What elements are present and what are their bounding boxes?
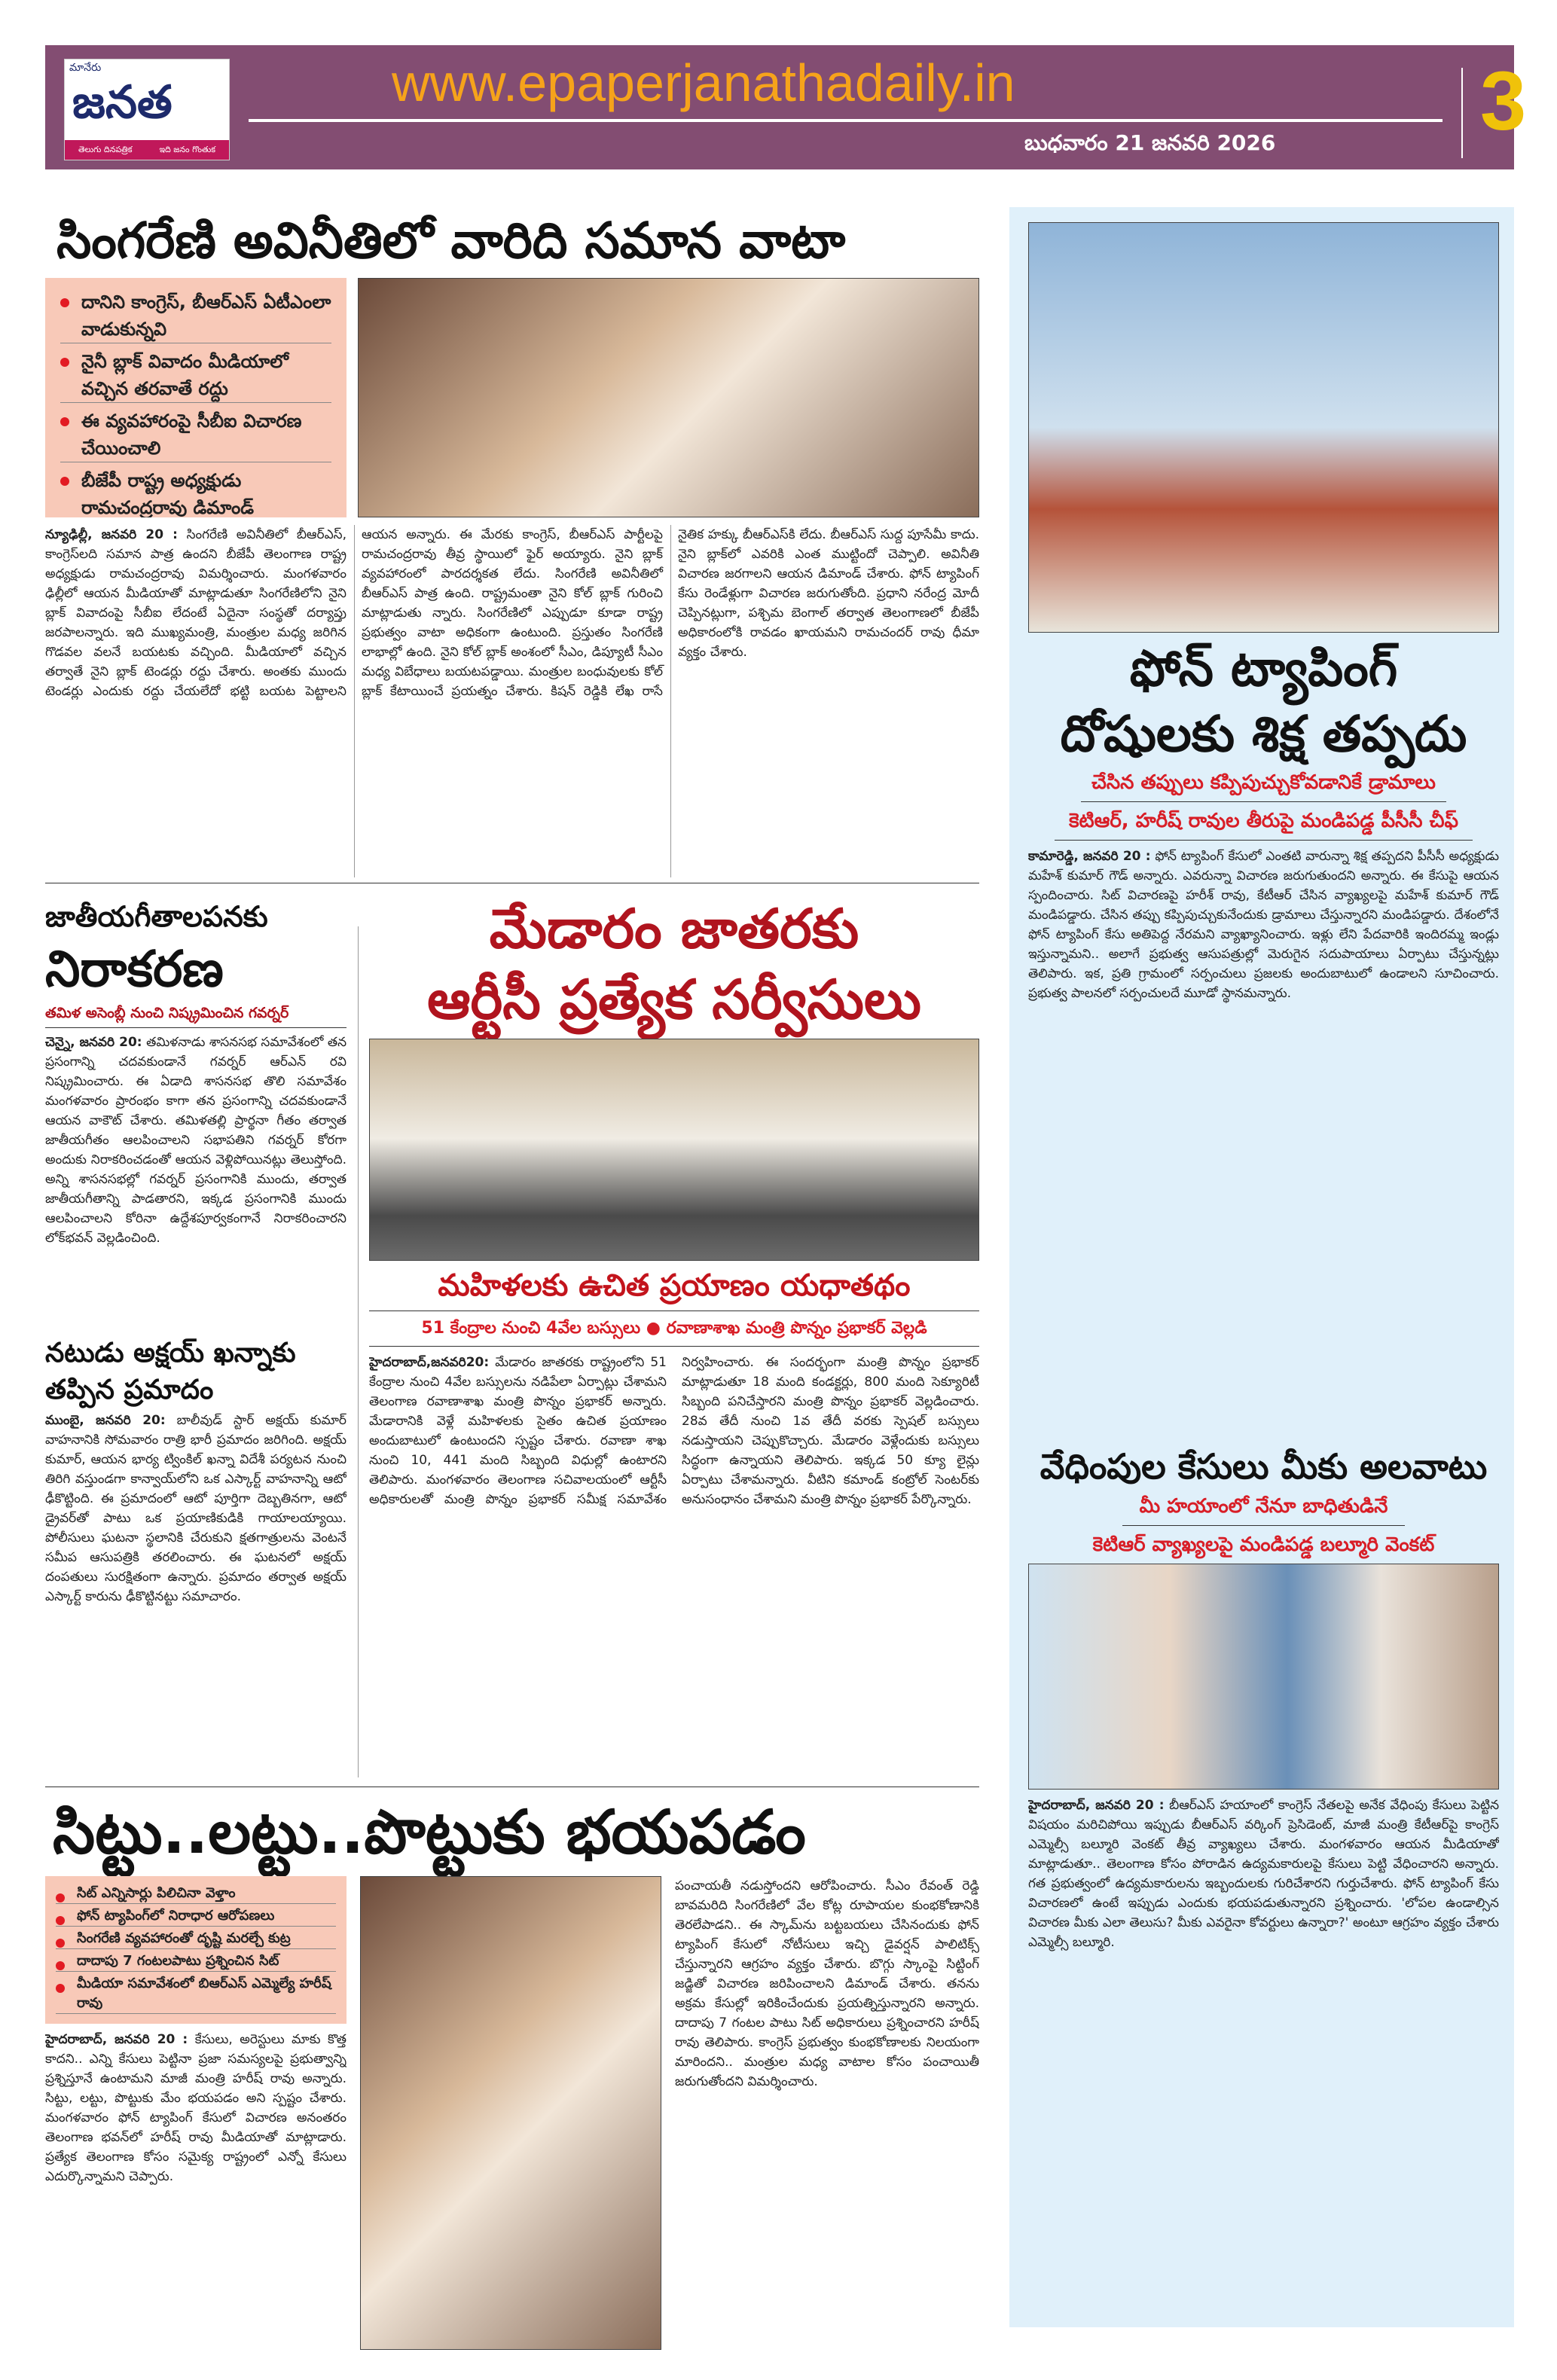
story-body (45, 1033, 347, 1329)
story-text: కేసులు, అరెస్టులు మాకు కొత్త కాదని.. ఎన్ని కేసులు పెట్టినా ప్రజా సమస్యలపై ప్రభుత్వాన్ని ప్రశ్నిస్తూనే ఉంటామని మాజీ మంత్రి హరీష్ రావు అన్నారు. సిట్టు, లట్టు, పొట్టుకు మేం భయపడం అని స్పష్టం చేశారు. మంగళవారం ఫోన్ ట్యాపింగ్ కేసులో విచారణ అనంతరం తెలంగాణ భవన్‌లో హరీష్ రావు మీడియాతో మాట్లాడారు. ప్రత్యేక తెలంగాణ కోసం సమైక్య రాష్ట్రంలో ఎన్నో కేసులు ఎదుర్కొన్నామని చెప్పారు. (45, 2032, 347, 2184)
highlight-item: బీజేపీ రాష్ట్ర అధ్యక్షుడు రామచంద్రరావు డిమాండ్ (60, 467, 331, 517)
story-body (369, 1353, 979, 1774)
press-meet-photo (358, 278, 979, 517)
story-body (45, 1411, 347, 1774)
logo-tagline-left: తెలుగు దినపత్రిక (78, 145, 133, 154)
story-phone-tapping (1028, 222, 1499, 1423)
story-text: తమిళనాడు శాసనసభ సమావేశంలో తన ప్రసంగాన్ని చదవకుండానే గవర్నర్ ఆర్‌ఎన్ రవి నిష్క్రమించారు. ఈ ఏడాది శాసనసభ తొలి సమావేశం మంగళవారం ప్రారంభం కాగా తన ప్రసంగాన్ని చదవకుండానే ఆయన వాకౌట్ చేశారు. తమిళతల్లి ప్రార్థనా గీతం తర్వాత జాతీయగీతం ఆలపించాలని సభాపతిని గవర్నర్ కోరగా అందుకు నిరాకరించడంతో ఆయన వెళ్లిపోయినట్లు తెలుస్తోంది. అన్ని శాసనసభల్లో గవర్నర్ ప్రసంగానికి ముందు, తర్వాత జాతీయగీతాన్ని పాడతారని, ఇక్కడ ప్రసంగానికి ముందు ఆలపించాలని కోరినా ఉద్దేశపూర్వకంగానే నిరాకరించారని లోక్‌భవన్ వెల్లడించింది. (45, 1034, 347, 1246)
story-medaram (369, 896, 979, 1774)
subheadline: కెటిఆర్, హరీష్ రావుల తీరుపై మండిపడ్డ పీసీసీ చీఫ్ (1068, 810, 1459, 833)
dateline: హైదరాబాద్, జనవరి 20 : (45, 2032, 188, 2047)
dateline: చెన్నై, జనవరి 20: (45, 1034, 142, 1050)
divider (1461, 68, 1463, 158)
highlight-item: దానిని కాంగ్రెస్, బీఆర్ఎస్ ఏటీఎంలా వాడుకున్నవి (60, 288, 331, 343)
logo-tagline-right: ఇది జనం గొంతుక (159, 145, 216, 154)
statue-event-photo (1028, 222, 1499, 633)
dateline: హైదరాబాద్,జనవరి20: (369, 1354, 490, 1370)
dateline: హైదరాబాద్, జనవరి 20 : (1028, 1798, 1165, 1814)
headline-akshay: నటుడు అక్షయ్ ఖన్నాకు (45, 1338, 296, 1368)
highlight-item: నైనీ బ్లాక్ వివాదం మీడియాలో వచ్చిన తరవాతే రద్దు (60, 348, 331, 403)
dateline: ముంబై, జనవరి 20: (45, 1413, 166, 1429)
story-text: సింగరేణి అవినీతిలో బీఆర్ఎస్, కాంగ్రెస్‌లది సమాన పాత్ర ఉందని బీజేపీ తెలంగాణ రాష్ట్ర అధ్యక్షుడు రామచంద్రరావు విమర్శించారు. మంగళవారం ఢిల్లీలో ఆయన మీడియాతో మాట్లాడుతూ సింగరేణిలోని నైని బ్లాక్ వివాదంపై సీబీఐ లేదంటే ఏదైనా సంస్థతో దర్యాప్తు జరపాలన్నారు. ఇది ముఖ్యమంత్రి, మంత్రుల మధ్య జరిగిన గొడవల వలనే బయటకు వచ్చింది. మీడియాలో వచ్చిన తర్వాతే నైని బ్లాక్ టెండర్లు రద్దు చేశారు. అంతకు ముందు టెండర్లు ఎందుకు రద్దు చేయలేదో భట్టి బయట పెట్టాలని ఆయన అన్నారు. ఈ మేరకు కాంగ్రెస్, బీఆర్ఎస్ పార్టీలపై రామచంద్రరావు తీవ్ర స్థాయిలో ఫైర్ అయ్యారు. నైని బ్లాక్ వ్యవహారంలో పారదర్శకత లేదు. సింగరేణి అవినీతిలో బీఆర్ఎస్ పాత్ర ఉంది. రాష్ట్రమంతా నైని కోల్ బ్లాక్ గురించి మాట్లాడుతు న్నారు. సింగరేణిలో ఎప్పుడూ కూడా రాష్ట్ర ప్రభుత్వం వాటా అధికంగా ఉంటుంది. ప్రస్తుతం సింగరేణి లాభాల్లో ఉంది. నైని కోల్ బ్లాక్ అంశంలో సీఎం, డిప్యూటీ సీఎం మధ్య విబేధాలు బయటపడ్డాయి. మంత్రుల బంధువులకు కోల్ బ్లాక్ కేటాయించే ప్రయత్నం చేశారు. కిషన్ రెడ్డికి లేఖ రాసే నైతిక హక్కు బీఆర్ఎస్‌కి లేదు. బీఆర్ఎస్ సుద్ద పూసేమీ కాదు. నైని బ్లాక్‌లో ఎవరికి ఎంత ముట్టిందో చెప్పాలి. అవినీతి విచారణ జరగాలని ఆయన డిమాండ్ చేశారు. ఫోన్ ట్యాపింగ్ కేసు రెండేళ్లుగా విచారణ జరుగుతోంది. ప్రధాని నరేంద్ర మోదీ చెప్పినట్లుగా, పశ్చిమ బెంగాల్ తర్వాత తెలంగాణలో బీజేపీ అధికారంలోకి రావడం ఖాయమని రామచందర్ రావు ధీమా వ్యక్తం చేశారు. (45, 527, 979, 700)
headline-akshay-2: తప్పిన ప్రమాదం (45, 1375, 214, 1406)
headline-rtc: ఆర్టీసీ ప్రత్యేక సర్వీసులు (427, 968, 921, 1032)
divider (1055, 840, 1473, 841)
subheadline: కెటిఆర్ వ్యాఖ్యలపై మండిపడ్డ బల్మూరి వెంకట్ (1092, 1533, 1435, 1557)
divider (1122, 1525, 1405, 1526)
column-divider (358, 926, 359, 1777)
story-body-continued: పంచాయతీ నడుస్తోందని ఆరోపించారు. సీఎం రేవంత్ రెడ్డి బావమరిది సింగరేణిలో వేల కోట్ల రూపాయల కుంభకోణానికి తెరలేపాడని.. ఈ స్కామ్‌ను బట్టబయలు చేసినందుకు ఫోన్ ట్యాపింగ్ కేసులో నోటీసులు ఇచ్చి డైవర్షన్ పాలిటిక్స్ చేస్తున్నారని ఆగ్రహం వ్యక్తం చేశారు. బొగ్గు స్కాంపై సిట్టింగ్ జడ్జితో విచారణ జరిపించాలని డిమాండ్ చేశారు. తనను అక్రమ కేసుల్లో ఇరికించేందుకు ప్రయత్నిస్తున్నారని అన్నారు. దాదాపు 7 గంటల పాటు సిట్ అధికారులు ప్రశ్నించారని హరీష్ రావు తెలిపారు. కాంగ్రెస్ ప్రభుత్వం కుంభకోణాలకు నిలయంగా మారిందని.. మంత్రుల మధ్య వాటాల కోసం పంచాయితీ జరుగుతోందని విమర్శించారు. (675, 1878, 979, 2089)
highlights-box (45, 278, 347, 517)
story-harassment (1028, 1446, 1499, 2320)
highlight-item: దాదాపు 7 గంటలపాటు ప్రశ్నించిన సిట్ (56, 1951, 336, 1972)
website-url[interactable]: www.epaperjanathadaily.in (392, 53, 1015, 112)
newspaper-logo (64, 59, 230, 160)
subheadline-free-travel: మహిళలకు ఉచిత ప్రయాణం యధాతథం (438, 1268, 911, 1303)
subheadline: మీ హయాంలో నేనూ బాధితుడినే (1139, 1495, 1388, 1518)
subheadline-buses: 51 కేంద్రాల నుంచి 4వేల బస్సులు ● రవాణాశాఖ మంత్రి పొన్నం ప్రభాకర్ వెల్లడి (421, 1318, 927, 1338)
divider (1081, 801, 1446, 802)
story-text: బీఆర్ఎస్ హయాంలో కాంగ్రెస్ నేతలపై అనేక వేధింపు కేసులు పెట్టిన విషయం మరిచిపోయి ఇప్పుడు బీఆర్ఎస్ వర్కింగ్ ప్రెసిడెంట్, మాజీ మంత్రి కేటీఆర్‌పై కాంగ్రెస్ ఎమ్మెల్సీ బల్మూరి వెంకట్ తీవ్ర వ్యాఖ్యలు చేశారు. మంగళవారం ఆయన మీడియాతో మాట్లాడుతూ.. తెలంగాణ కోసం పోరాడిన ఉద్యమకారులపై కేసులు పెట్టి వేధించారని అన్నారు. గత ప్రభుత్వంలో ఉద్యమకారులను ఇబ్బందులకు గురిచేశారని గుర్తుచేశారు. ఫోన్ ట్యాపింగ్ కేసు విచారణలో ఉంటే ఇప్పుడు ఎందుకు భయపడుతున్నారని ప్రశ్నించారు. 'లోపల ఉండాల్సిన విచారణ మీకు ఎలా తెలుసు? మీకు ఎవరైనా కోవర్టులు ఉన్నారా?' అంటూ ఆగ్రహం వ్యక్తం చేశారు ఎమ్మెల్సీ బల్మూరి. (1028, 1798, 1499, 1951)
highlight-item: ఫోన్ ట్యాపింగ్‌లో నిరాధార ఆరోపణలు (56, 1906, 336, 1927)
highlight-item: ఈ వ్యవహారంపై సీబీఐ విచారణ చేయించాలి (60, 407, 331, 462)
story-body (1028, 1796, 1499, 2320)
highlight-item: సిట్ ఎన్నిసార్లు పిలిచినా వెళ్తాం (56, 1884, 336, 1904)
story-text: మేడారం జాతరకు రాష్ట్రంలోని 51 కేంద్రాల నుంచి 4వేల బస్సులను నడిపేలా ఏర్పాట్లు చేశామని తెలంగాణ రవాణాశాఖ మంత్రి పొన్నం ప్రభాకర్ అన్నారు. మేడారానికి వెళ్లే మహిళలకు సైతం ఉచిత ప్రయాణం అందుబాటులో ఉంటుందని స్పష్టం చేశారు. రవాణా శాఖ నుంచి 10, 441 మంది సిబ్బంది విధుల్లో ఉంటారని తెలిపారు. మంగళవారం తెలంగాణ సచివాలయంలో ఆర్టీసీ అధికారులతో మంత్రి పొన్నం ప్రభాకర్ సమీక్ష సమావేశం నిర్వహించారు. ఈ సందర్భంగా మంత్రి పొన్నం ప్రభాకర్ మాట్లాడుతూ 18 మంది కండక్టర్లు, 800 మంది సెక్యూరిటీ సిబ్బంది పనిచేస్తారని మంత్రి పొన్నం ప్రభాకర్ వెల్లడించారు. 28వ తేదీ నుంచి 1వ తేదీ వరకు స్పెషల్ బస్సులు నడుస్తాయని చెప్పుకొచ్చారు. మేడారం వెళ్లేందుకు బస్సులు సిద్ధంగా ఉన్నాయని తెలిపారు. ఇక్కడ 50 క్యూ లైన్లు ఏర్పాటు చేశామన్నారు. వీటిని కమాండ్ కంట్రోల్ సెంటర్‌కు అనుసంధానం చేశామని మంత్రి పొన్నం ప్రభాకర్ పేర్కొన్నారు. (369, 1354, 979, 1507)
story-national-anthem (45, 900, 347, 1329)
issue-date: బుధవారం 21 జనవరి 2026 (1024, 130, 1276, 155)
harish-rao-photo (360, 1876, 661, 2350)
headline-phone-tapping: ఫోన్ ట్యాపింగ్ (1129, 639, 1398, 697)
headline-medaram: మేడారం జాతరకు (489, 897, 859, 960)
story-sit (45, 1796, 979, 2350)
story-text: బాలీవుడ్ స్టార్ అక్షయ్ కుమార్ వాహనానికి సోమవారం రాత్రి భారీ ప్రమాదం జరిగింది. అక్షయ్ కుమార్, ఆయన భార్య ట్వింకిల్ ఖన్నా విదేశీ పర్యటన నుంచి తిరిగి వస్తుండగా కాన్వాయ్‌లోని ఒక ఎస్కార్ట్ వాహనాన్ని ఆటో ఢీకొట్టింది. ఈ ప్రమాదంలో ఆటో పూర్తిగా దెబ్బతినగా, ఆటో డ్రైవర్‌తో పాటు ఒక ప్రయాణికుడికి గాయాలయ్యాయి. పోలీసులు ఘటనా స్థలానికి చేరుకుని క్షతగాత్రులను వెంటనే సమీప ఆసుపత్రికి తరలించారు. ఈ ఘటనలో అక్షయ్ దంపతులు సురక్షితంగా ఉన్నారు. ప్రమాదం తర్వాత అక్షయ్ ఎస్కార్ట్ కారును ఢీకొట్టినట్టు సమాచారం. (45, 1413, 347, 1605)
story-text: ఫోన్ ట్యాపింగ్ కేసులో ఎంతటి వారున్నా శిక్ష తప్పదని పీసీసీ అధ్యక్షుడు మహేశ్ కుమార్ గౌడ్ అన్నారు. ఎవరున్నా విచారణ జరుగుతుందని అన్నారు. ఈ కేసుపై ఆయన స్పందించారు. సిట్ విచారణపై హరీశ్ రావు, కేటీఆర్ చేసిన వ్యాఖ్యలపై మహేశ్ కుమార్ గౌడ్ మండిపడ్డారు. చేసిన తప్పు కప్పిపుచ్చుకునేందుకు డ్రామాలు చేస్తున్నారని మండిపడ్డారు. దేశంలోనే ఫోన్ ట్యాపింగ్ కేసు అతిపెద్ద నేరమని వ్యాఖ్యానించారు. ఇళ్లు లేని పేదవారికి ఇందిరమ్మ ఇండ్లు ఇస్తున్నామని.. అలాగే ప్రభుత్వ ఆసుపత్రుల్లో మెరుగైన సదుపాయాలు ఏర్పాటు చేస్తున్నట్లు తెలిపారు. ఇక, ప్రతి గ్రామంలో సర్పంచులు ప్రజలకు అందుబాటులో ఉండాలని సూచించారు. ప్రభుత్వ పాలనలో సర్పంచులదే మూడో స్థానమన్నారు. (1028, 849, 1499, 1002)
leaders-photo (1028, 1564, 1499, 1790)
dateline: కామారెడ్డి, జనవరి 20 : (1028, 849, 1151, 865)
masthead (45, 45, 1527, 169)
story-body (45, 525, 979, 877)
logo-text: జనత (72, 76, 172, 129)
highlight-item: సింగరేణి వ్యవహారంతో దృష్టి మరల్చే కుట్ర (56, 1929, 336, 1949)
page-number: 3 (1480, 55, 1527, 148)
headline-rejection: నిరాకరణ (45, 939, 224, 998)
headline-singareni: సింగరేణి అవినీతిలో వారిది సమాన వాటా (56, 212, 846, 270)
dateline: న్యూఢిల్లీ, జనవరి 20 : (45, 527, 178, 543)
meeting-photo (369, 1039, 979, 1261)
story-body (1028, 847, 1499, 1423)
story-body (45, 2030, 347, 2350)
logo-small-text: మానేరు (69, 62, 102, 74)
story-akshay (45, 1337, 347, 1774)
highlight-item: మీడియా సమావేశంలో బిఆర్ఎస్ ఎమ్మెల్యే హరీష్ రావు (56, 1974, 336, 2014)
divider (45, 1027, 347, 1028)
headline-phone-tapping-2: దోషులకు శిక్ష తప్పదు (1060, 705, 1467, 764)
headline-national-anthem: జాతీయగీతాలపనకు (45, 900, 268, 933)
headline-sit: సిట్టు..లట్టు..పొట్టుకు భయపడం (53, 1797, 806, 1867)
story-singareni (45, 211, 979, 877)
subheadline: చేసిన తప్పులు కప్పిపుచ్చుకోవడానికే డ్రామాలు (1091, 771, 1436, 795)
divider (369, 1346, 979, 1347)
headline-harassment-cases: వేధింపుల కేసులు మీకు అలవాటు (1040, 1446, 1488, 1487)
subheadline: తమిళ అసెంబ్లీ నుంచి నిష్క్రమించిన గవర్నర్ (45, 1004, 289, 1021)
divider (249, 119, 1443, 122)
highlights-box (45, 1876, 347, 2024)
